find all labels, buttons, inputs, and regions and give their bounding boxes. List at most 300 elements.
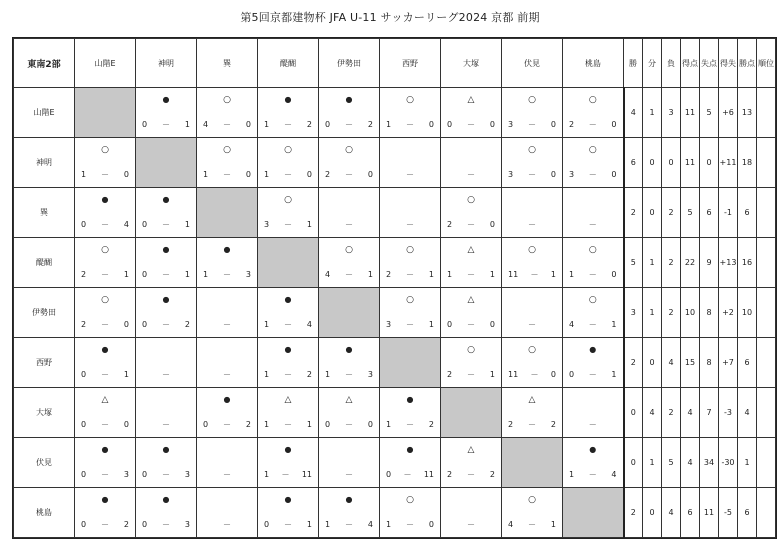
score-for: 1 [264,420,270,429]
score-separator: － [345,120,353,129]
score-against: 1 [184,220,190,229]
match-cell [563,188,624,238]
score-for: 0 [142,520,148,529]
league-table [13,38,776,538]
score-separator: － [406,120,414,129]
result-mark: ○ [528,145,536,155]
stat-cell: 0 [624,388,643,438]
column-header-stat: 勝 [624,39,643,88]
match-cell [319,438,380,488]
stat-cell: 4 [662,488,681,538]
result-mark: ● [589,445,597,454]
column-header-stat: 負 [662,39,681,88]
stat-cell [757,288,776,338]
result-mark: ○ [406,245,414,255]
score-against: 1 [184,270,190,279]
score-against: 4 [306,320,312,329]
score-for: 2 [569,120,575,129]
score-separator: － [345,270,353,279]
stat-cell: 1 [643,288,662,338]
score-against: 1 [550,520,556,529]
match-cell [502,188,563,238]
unplayed-marker: － [345,220,353,229]
match-cell [380,188,441,238]
score-against: 1 [428,320,434,329]
result-mark: ● [284,495,292,504]
stat-cell [757,388,776,438]
match-score [325,519,373,530]
match-score [81,369,129,380]
stat-cell: 5 [624,238,643,288]
score-separator: － [467,270,475,279]
match-score [264,169,312,180]
match-cell [502,338,563,388]
unplayed-marker: － [162,370,170,379]
stat-cell: 2 [662,238,681,288]
stat-cell: +2 [719,288,738,338]
match-score [508,269,556,280]
table-row [14,238,776,288]
result-mark: ○ [528,495,536,505]
score-against: 0 [611,120,617,129]
row-team-name: 山階E [14,88,75,138]
score-for: 1 [264,120,270,129]
score-against: 0 [550,170,556,179]
match-score [569,319,617,330]
score-separator: － [588,320,597,329]
match-cell [197,438,258,488]
match-cell [502,288,563,338]
score-for: 0 [447,320,453,329]
match-cell [563,338,624,388]
match-cell [380,388,441,438]
result-mark: △ [345,395,353,405]
score-for: 1 [386,520,392,529]
score-against: 3 [184,520,190,529]
match-score [264,319,312,330]
match-cell [502,238,563,288]
score-for: 0 [142,120,148,129]
result-mark: ● [162,245,170,254]
row-team-name: 伊勢田 [14,288,75,338]
stat-cell: 22 [681,238,700,288]
result-mark: △ [467,245,475,255]
stat-cell: +7 [719,338,738,388]
result-mark: ● [345,345,353,354]
stat-cell: 0 [643,138,662,188]
result-mark: ● [101,495,109,504]
match-score [508,519,556,530]
score-separator: － [403,470,412,479]
stat-cell: 2 [662,288,681,338]
unplayed-marker: － [406,220,414,229]
score-against: 3 [184,470,190,479]
score-separator: － [162,520,170,529]
match-score [386,119,434,130]
score-against: 1 [367,270,373,279]
stat-cell: 11 [681,88,700,138]
score-against: 0 [550,120,556,129]
result-mark: ● [589,345,597,354]
stat-cell: 18 [738,138,757,188]
score-separator: － [284,320,292,329]
row-team-name: 醍醐 [14,238,75,288]
self-match-cell [563,488,624,538]
score-for: 0 [142,470,148,479]
match-score [142,269,190,280]
match-score [508,119,556,130]
column-header-stat: 勝点 [738,39,757,88]
row-team-name: 桃島 [14,488,75,538]
score-separator: － [345,520,353,529]
match-cell [75,338,136,388]
match-score [264,519,312,530]
score-separator: － [467,320,475,329]
match-cell [563,388,624,438]
column-header-team: 西野 [380,39,441,88]
score-against: 0 [123,170,129,179]
self-match-cell [75,88,136,138]
score-for: 2 [81,270,87,279]
match-cell [136,88,197,138]
result-mark: ○ [284,145,292,155]
score-against: 2 [184,320,190,329]
match-score [264,419,312,430]
score-against: 1 [123,270,129,279]
match-cell [75,488,136,538]
column-header-stat: 得点 [681,39,700,88]
stat-cell: 11 [681,138,700,188]
score-against: 0 [489,220,495,229]
result-mark: ○ [588,245,597,255]
match-score [264,469,312,480]
match-score [386,519,434,530]
score-against: 2 [367,120,373,129]
result-mark: △ [528,395,536,405]
unplayed-marker: － [223,320,231,329]
match-score [81,519,129,530]
match-cell [197,138,258,188]
score-for: 4 [508,520,514,529]
match-cell [502,488,563,538]
column-header-stat: 失点 [700,39,719,88]
unplayed-marker: － [528,220,536,229]
stat-cell: 1 [738,438,757,488]
table-row [14,338,776,388]
unplayed-marker: － [528,320,536,329]
score-for: 11 [508,370,519,379]
stat-cell: 0 [643,188,662,238]
match-score [264,219,312,230]
stat-cell: 6 [700,188,719,238]
match-score [447,369,495,380]
result-mark: ● [101,195,109,204]
table-row [14,88,776,138]
match-score [447,119,495,130]
stat-cell: 34 [700,438,719,488]
score-for: 3 [508,170,514,179]
score-for: 1 [386,420,392,429]
score-separator: － [467,120,475,129]
match-score [81,319,129,330]
score-against: 0 [367,420,373,429]
match-cell [319,238,380,288]
match-score [325,369,373,380]
stat-cell [757,338,776,388]
stat-cell: +13 [719,238,738,288]
score-separator: － [101,320,109,329]
match-cell [441,138,502,188]
score-against: 0 [611,270,617,279]
match-score [569,369,617,380]
stat-cell: 4 [662,338,681,388]
score-for: 0 [142,220,148,229]
score-for: 3 [508,120,514,129]
match-cell [380,488,441,538]
score-separator: － [162,470,170,479]
match-cell [75,388,136,438]
score-for: 1 [386,120,392,129]
score-against: 1 [428,270,434,279]
match-score [142,319,190,330]
match-cell [258,338,319,388]
stat-cell: 2 [662,188,681,238]
score-separator: － [284,370,292,379]
stat-cell: 4 [643,388,662,438]
unplayed-marker: － [345,470,353,479]
score-for: 0 [447,120,453,129]
column-header-team: 伊勢田 [319,39,380,88]
match-score [569,269,617,280]
score-against: 3 [245,270,251,279]
self-match-cell [380,338,441,388]
stat-cell: 2 [624,338,643,388]
result-mark: ● [223,395,231,404]
match-score [325,119,373,130]
score-against: 0 [428,520,434,529]
result-mark: ○ [101,145,109,155]
stat-cell: 1 [643,238,662,288]
score-for: 2 [386,270,392,279]
stat-cell: 4 [681,438,700,488]
score-for: 11 [508,270,519,279]
match-cell [380,438,441,488]
match-cell [563,238,624,288]
result-mark: ● [223,245,231,254]
match-cell [441,188,502,238]
stat-cell: 6 [738,488,757,538]
match-cell [502,88,563,138]
match-cell [258,388,319,438]
result-mark: ● [284,295,292,304]
result-mark: △ [284,395,292,405]
result-mark: ○ [467,345,475,355]
score-against: 0 [489,320,495,329]
match-cell [75,288,136,338]
score-separator: － [281,470,290,479]
match-cell [136,488,197,538]
match-score [81,469,129,480]
stat-cell: 13 [738,88,757,138]
column-header-stat: 分 [643,39,662,88]
result-mark: ● [101,345,109,354]
row-team-name: 大塚 [14,388,75,438]
table-row [14,438,776,488]
page-title: 第5回京都建物杯 JFA U-11 サッカーリーグ2024 京都 前期 [240,11,540,24]
score-against: 0 [489,120,495,129]
match-cell [197,338,258,388]
self-match-cell [502,438,563,488]
score-against: 11 [301,470,312,479]
match-cell [258,138,319,188]
score-against: 0 [550,370,556,379]
result-mark: ○ [528,345,536,355]
stat-cell: 2 [624,488,643,538]
stat-cell: -30 [719,438,738,488]
stat-cell: 8 [700,338,719,388]
match-cell [75,188,136,238]
match-score [142,519,190,530]
match-cell [563,288,624,338]
result-mark: ○ [467,195,475,205]
result-mark: ○ [406,95,414,105]
score-against: 3 [367,370,373,379]
result-mark: ● [345,95,353,104]
stat-cell: 0 [662,138,681,188]
score-for: 3 [569,170,575,179]
match-score [569,469,617,480]
score-for: 4 [325,270,331,279]
match-score [325,419,373,430]
match-cell [563,438,624,488]
score-against: 0 [123,320,129,329]
score-against: 2 [306,120,312,129]
table-row [14,488,776,538]
stat-cell: -5 [719,488,738,538]
match-score [447,469,495,480]
stat-cell [757,88,776,138]
score-for: 1 [264,370,270,379]
stat-cell: 6 [681,488,700,538]
stat-cell [757,438,776,488]
match-cell [380,88,441,138]
match-cell [502,138,563,188]
result-mark: △ [467,445,475,455]
score-for: 0 [142,270,148,279]
score-separator: － [101,370,109,379]
self-match-cell [136,138,197,188]
stat-cell: 11 [700,488,719,538]
column-header-team: 桃島 [563,39,624,88]
score-against: 4 [367,520,373,529]
match-score [203,119,251,130]
match-cell [319,488,380,538]
score-against: 2 [245,420,251,429]
score-separator: － [223,120,231,129]
score-against: 11 [423,470,434,479]
result-mark: ● [101,445,109,454]
self-match-cell [258,238,319,288]
stat-cell: 0 [643,488,662,538]
result-mark: ● [406,445,414,454]
score-against: 0 [611,170,617,179]
stat-cell: 0 [643,338,662,388]
score-separator: － [345,370,353,379]
score-separator: － [406,420,414,429]
score-separator: － [467,470,475,479]
row-team-name: 神明 [14,138,75,188]
column-header-stat: 順位 [757,39,776,88]
score-for: 0 [81,370,87,379]
score-separator: － [101,220,109,229]
score-for: 1 [264,470,270,479]
score-for: 1 [325,520,331,529]
column-header-team: 巽 [197,39,258,88]
score-for: 3 [386,320,392,329]
stat-cell: -3 [719,388,738,438]
score-separator: － [162,320,170,329]
match-score [447,219,495,230]
match-score [203,419,251,430]
score-separator: － [588,120,597,129]
unplayed-marker: － [162,420,170,429]
row-team-name: 西野 [14,338,75,388]
score-for: 1 [203,270,209,279]
score-for: 3 [264,220,270,229]
score-against: 1 [611,320,617,329]
result-mark: ● [284,345,292,354]
stat-cell: 3 [662,88,681,138]
score-against: 1 [306,520,312,529]
score-for: 0 [81,220,87,229]
stat-cell: 2 [624,188,643,238]
score-for: 0 [325,120,331,129]
match-cell [319,338,380,388]
score-separator: － [530,370,539,379]
stat-cell: 3 [624,288,643,338]
match-cell [563,138,624,188]
score-separator: － [284,520,292,529]
stat-cell: 6 [624,138,643,188]
result-mark: ○ [406,295,414,305]
unplayed-marker: － [467,520,475,529]
stat-cell: 0 [700,138,719,188]
unplayed-marker: － [223,520,231,529]
score-separator: － [467,220,475,229]
result-mark: ○ [588,95,597,105]
score-against: 0 [245,170,251,179]
stat-cell: 6 [738,338,757,388]
result-mark: ○ [223,95,231,105]
match-score [142,219,190,230]
score-separator: － [162,120,170,129]
match-cell [258,88,319,138]
score-against: 0 [123,420,129,429]
result-mark: ○ [406,495,414,505]
table-row [14,388,776,438]
score-separator: － [284,120,292,129]
result-mark: ○ [345,245,353,255]
score-against: 1 [306,420,312,429]
match-score [508,169,556,180]
match-score [386,419,434,430]
score-against: 4 [611,470,617,479]
score-separator: － [406,320,414,329]
score-for: 0 [81,420,87,429]
score-against: 1 [489,370,495,379]
score-separator: － [345,170,353,179]
match-cell [502,388,563,438]
